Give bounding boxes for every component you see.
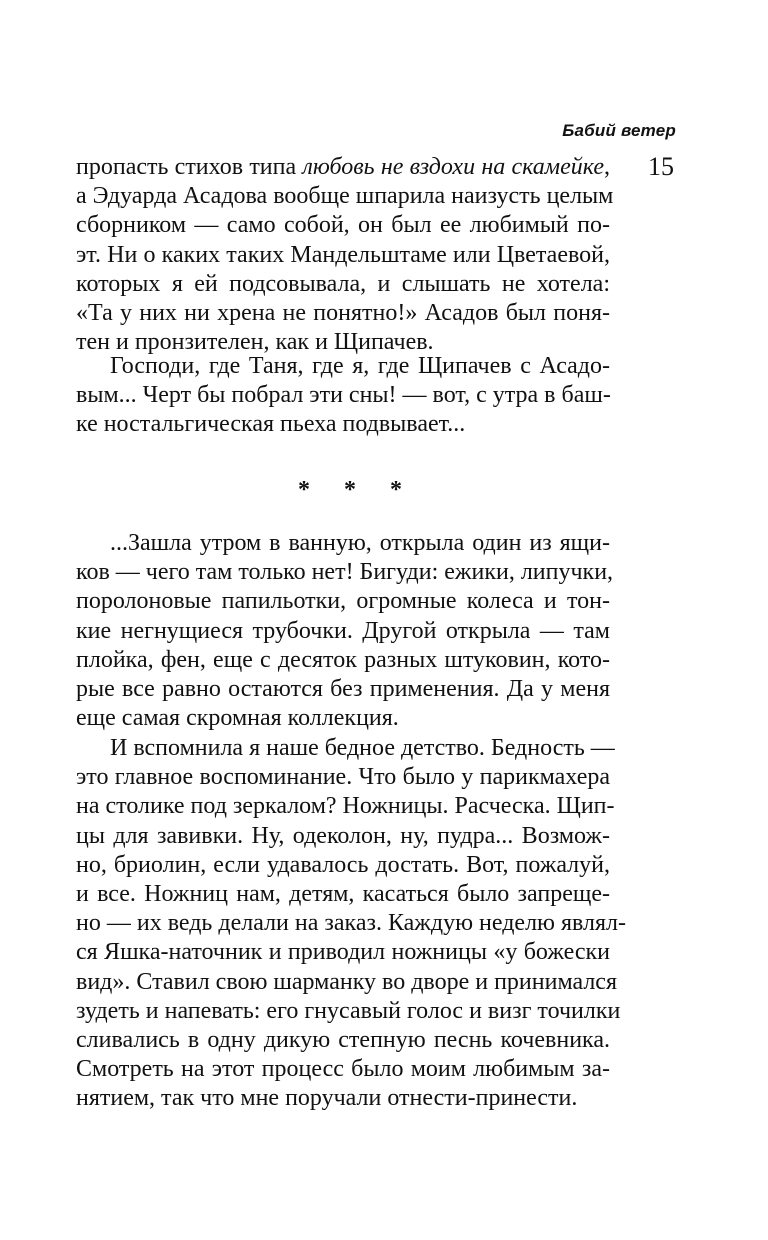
text-line: еще самая скромная коллекция.: [76, 705, 399, 732]
paragraph-3: [76, 529, 614, 733]
running-head: Бабий ветер: [562, 121, 676, 140]
text-line: которых я ей подсовывала, и слышать не хотела:: [76, 270, 610, 297]
text-line: а Эдуарда Асадова вообще шпарила наизусть целым: [76, 183, 614, 210]
text-line: но, бриолин, если удавалось достать. Вот, пожалуй,: [76, 851, 610, 878]
page-number: 15: [648, 152, 674, 181]
text-line: ...Зашла утром в ванную, открыла один из ящи-: [110, 530, 610, 556]
paragraph-4: [76, 734, 627, 1114]
text-line: нятием, так что мне поручали отнести-принести.: [76, 1085, 578, 1112]
text-line: эт. Ни о каких таких Мандельштаме или Цветаевой,: [76, 241, 610, 268]
text-line: на столике под зеркалом? Ножницы. Расческа. Щип-: [76, 793, 615, 820]
paragraph-2: [76, 352, 610, 440]
text-line: сливались в одну дикую степную песнь кочевника.: [76, 1027, 610, 1054]
text-line: «Та у них ни хрена не понятно!» Асадов был поня-: [76, 300, 610, 327]
text-line: пропасть стихов типа любовь не вздохи на скамейке,: [76, 154, 611, 180]
text-line: вид». Ставил свою шарманку во дворе и принимался: [76, 968, 617, 995]
text-line: рые все равно остаются без применения. Да у меня: [76, 676, 610, 703]
text-line: это главное воспоминание. Что было у парикмахера: [76, 764, 610, 791]
text-line: плойка, фен, еще с десяток разных штуковин, кото-: [76, 646, 610, 673]
text-line: цы для завивки. Ну, одеколон, ну, пудра... Возмож-: [76, 822, 610, 849]
text-line: ков — чего там только нет! Бигуди: ежики, липучки,: [76, 559, 614, 586]
text-line: кие негнущиеся трубочки. Другой открыла — там: [76, 617, 610, 644]
text-line: ке ностальгическая пьеха подвывает...: [76, 411, 466, 438]
text-line: вым... Черт бы побрал эти сны! — вот, с утра в баш-: [76, 382, 611, 409]
text-line: тен и пронзителен, как и Щипачев.: [76, 329, 434, 356]
text-line: Смотреть на этот процесс было моим любимым за-: [76, 1056, 610, 1083]
text-line: поролоновые папильотки, огромные колеса и тон-: [76, 588, 610, 615]
paragraph-1: [76, 153, 614, 357]
text-line: но — их ведь делали на заказ. Каждую неделю являл-: [76, 910, 627, 937]
text-line: ся Яшка-наточник и приводил ножницы «у божески: [76, 939, 610, 966]
text-line: Господи, где Таня, где я, где Щипачев с Асадо-: [110, 353, 610, 379]
text-line: И вспомнила я наше бедное детство. Бедность —: [110, 735, 615, 761]
text-line: сборником — само собой, он был ее любимый по-: [76, 212, 610, 239]
text-line: и все. Ножниц нам, детям, касаться было запреще-: [76, 881, 610, 908]
text-line: зудеть и напевать: его гнусавый голос и визг точилки: [76, 997, 621, 1024]
section-separator: * * *: [298, 477, 416, 503]
